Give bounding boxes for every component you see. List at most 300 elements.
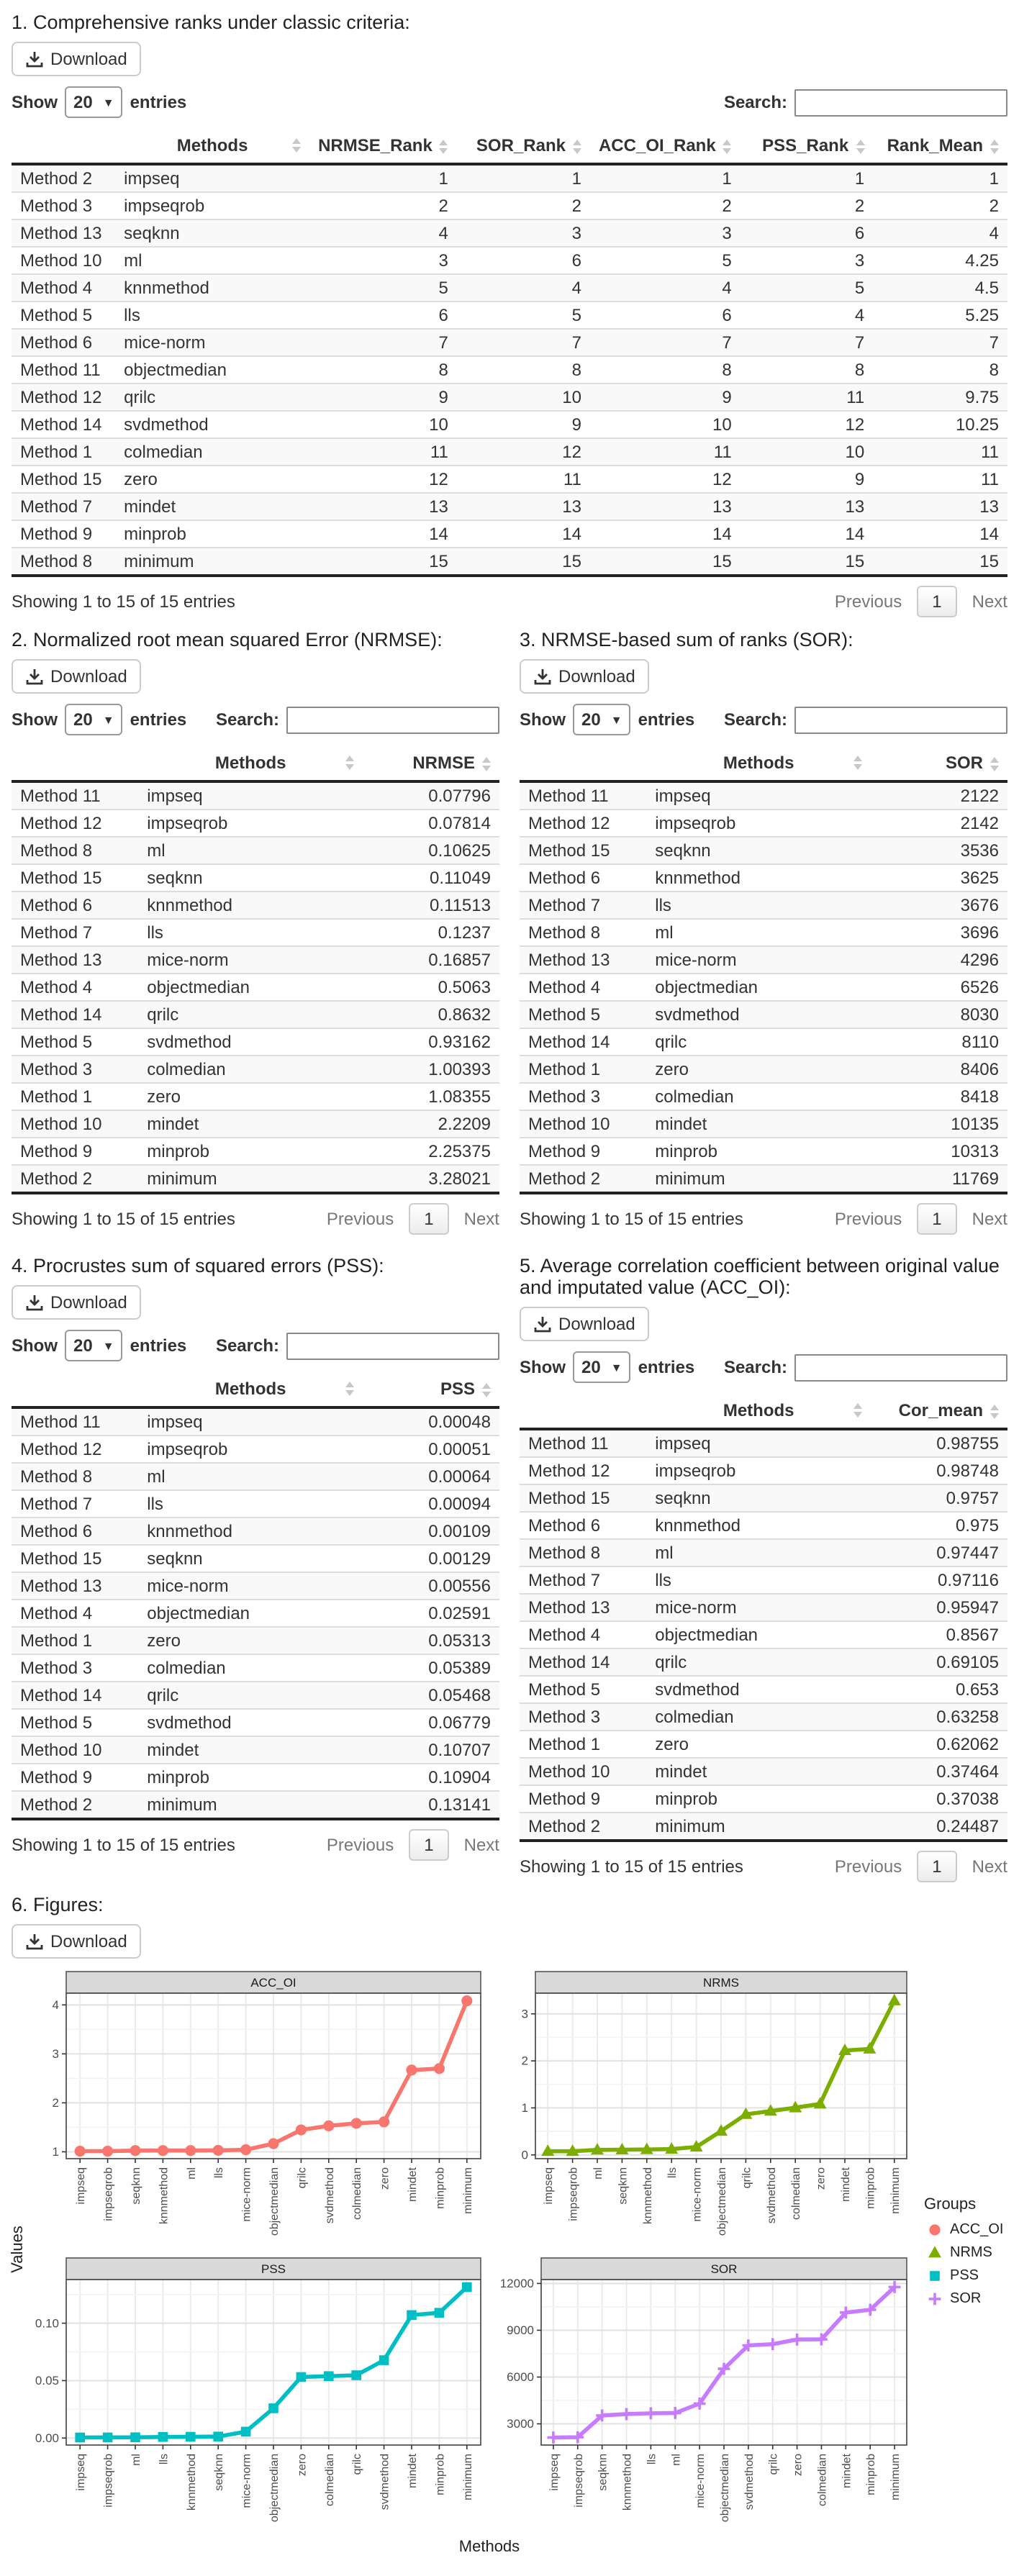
search-control: Search: xyxy=(724,706,1007,733)
cell: 10 xyxy=(741,438,874,466)
column-header-Methods[interactable]: Methods xyxy=(646,745,871,781)
cell: minimum xyxy=(138,1791,363,1819)
cell: 11 xyxy=(309,438,457,466)
table-row xyxy=(12,1682,499,1709)
cell: impseqrob xyxy=(138,1436,363,1463)
search-input[interactable] xyxy=(286,706,499,733)
sort-icon xyxy=(853,756,862,770)
cell: Method 10 xyxy=(12,1110,138,1138)
cell: 14 xyxy=(309,520,457,548)
page-length-select[interactable]: 20 ▼ xyxy=(573,1351,631,1383)
column-header-SOR_Rank[interactable]: SOR_Rank xyxy=(457,128,590,164)
page-length-select[interactable]: 20 ▼ xyxy=(65,704,123,735)
cell: Method 15 xyxy=(12,864,138,892)
sor-table xyxy=(520,745,1007,1194)
svg-text:colmedian: colmedian xyxy=(323,2454,336,2506)
pagination xyxy=(835,586,1007,617)
cell: 0.13141 xyxy=(363,1791,499,1819)
svg-text:0.05: 0.05 xyxy=(35,2374,59,2388)
cell: Method 12 xyxy=(12,1436,138,1463)
svg-text:svdmethod: svdmethod xyxy=(323,2167,336,2224)
table-controls xyxy=(520,704,1007,735)
cell: 2 xyxy=(741,192,874,219)
search-input[interactable] xyxy=(794,89,1007,116)
table-row xyxy=(12,1001,499,1028)
cell: Method 10 xyxy=(520,1110,646,1138)
column-header-Rank_Mean[interactable]: Rank_Mean xyxy=(873,128,1007,164)
cell: 0.9757 xyxy=(871,1484,1007,1512)
cell: 5 xyxy=(309,274,457,301)
svg-text:0.00: 0.00 xyxy=(35,2431,59,2445)
svg-text:colmedian: colmedian xyxy=(816,2454,829,2506)
cell: 3625 xyxy=(871,864,1007,892)
showing-entries-text: Showing 1 to 15 of 15 entries xyxy=(12,1209,235,1229)
cell: colmedian xyxy=(138,1654,363,1682)
sort-icon xyxy=(482,757,491,771)
table-row xyxy=(12,466,1007,493)
table-row xyxy=(12,1463,499,1490)
table-row xyxy=(520,809,1007,837)
cell: 2 xyxy=(457,192,590,219)
svg-text:1: 1 xyxy=(521,2101,528,2115)
table-row xyxy=(520,837,1007,864)
svg-text:3: 3 xyxy=(521,2007,528,2021)
column-header-PSS_Rank[interactable]: PSS_Rank xyxy=(741,128,874,164)
row-sections-4-5 xyxy=(12,1252,1007,1891)
cell: 8 xyxy=(741,356,874,384)
table-controls xyxy=(12,1330,499,1361)
cell: objectmedian xyxy=(646,974,871,1001)
section-acc-title: 5. Average correlation coefficient between original value and imputated value (ACC_OI): xyxy=(520,1255,1000,1298)
section-pss-title: 4. Procrustes sum of squared errors (PSS): xyxy=(12,1255,384,1276)
cell: zero xyxy=(115,466,309,493)
sort-icon xyxy=(292,138,301,153)
cell: 0.98755 xyxy=(871,1429,1007,1457)
pagination xyxy=(327,1203,499,1235)
table-row xyxy=(520,892,1007,919)
svg-text:seqknn: seqknn xyxy=(597,2454,610,2491)
cell: objectmedian xyxy=(138,1600,363,1627)
cell: Method 10 xyxy=(520,1758,646,1785)
cell: 0.1237 xyxy=(363,919,499,946)
page-length-select[interactable]: 20 ▼ xyxy=(65,86,123,118)
svg-text:qrilc: qrilc xyxy=(741,2167,753,2189)
table-row xyxy=(12,1110,499,1138)
cell: knnmethod xyxy=(115,274,309,301)
column-header xyxy=(12,128,115,164)
column-header-SOR[interactable]: SOR xyxy=(871,745,1007,781)
cell: qrilc xyxy=(138,1682,363,1709)
table-row xyxy=(520,1813,1007,1841)
page-1-button[interactable]: 1 xyxy=(916,1203,957,1235)
svg-text:seqknn: seqknn xyxy=(617,2167,630,2205)
search-control: Search: xyxy=(724,1353,1007,1381)
y-axis-label: Values xyxy=(9,2225,27,2273)
next-button[interactable]: Next xyxy=(972,1209,1007,1229)
cell: Method 4 xyxy=(520,974,646,1001)
figure-panel-pss xyxy=(29,2258,492,2536)
column-header-Methods[interactable]: Methods xyxy=(138,745,363,781)
cell: Method 1 xyxy=(12,438,115,466)
row-sections-2-3 xyxy=(12,626,1007,1243)
download-button[interactable]: Download xyxy=(520,1307,650,1341)
table-row xyxy=(520,1594,1007,1621)
cell: 0.95947 xyxy=(871,1594,1007,1621)
download-button[interactable]: Download xyxy=(520,659,650,694)
previous-button[interactable]: Previous xyxy=(834,1209,902,1229)
svg-text:mice-norm: mice-norm xyxy=(240,2454,253,2508)
cell: 6 xyxy=(741,219,874,247)
cell: 1.00393 xyxy=(363,1056,499,1083)
cell: impseqrob xyxy=(646,1457,871,1484)
cell: Method 9 xyxy=(520,1138,646,1165)
cell: colmedian xyxy=(646,1703,871,1731)
cell: Method 8 xyxy=(520,919,646,946)
acc-table xyxy=(520,1393,1007,1842)
table-row xyxy=(12,1736,499,1764)
cell: 9 xyxy=(590,384,741,411)
svg-text:svdmethod: svdmethod xyxy=(765,2167,778,2224)
table-row xyxy=(12,1490,499,1518)
section-acc xyxy=(520,1252,1007,1885)
cell: 0.00064 xyxy=(363,1463,499,1490)
cell: 0.00129 xyxy=(363,1545,499,1572)
cell: 3696 xyxy=(871,919,1007,946)
svg-text:impseq: impseq xyxy=(75,2167,88,2205)
cell: qrilc xyxy=(115,384,309,411)
svg-text:2: 2 xyxy=(521,2054,528,2068)
cell: Method 7 xyxy=(12,919,138,946)
cell: 0.10904 xyxy=(363,1764,499,1791)
cell: Method 6 xyxy=(12,329,115,356)
download-icon xyxy=(26,1294,43,1311)
cell: 0.05468 xyxy=(363,1682,499,1709)
table-footer xyxy=(12,586,1007,617)
cell: 12 xyxy=(741,411,874,438)
next-button[interactable]: Next xyxy=(972,1856,1007,1877)
svg-text:objectmedian: objectmedian xyxy=(716,2167,728,2236)
cell: 4 xyxy=(457,274,590,301)
svg-text:seqknn: seqknn xyxy=(130,2167,142,2205)
cell: 0.00109 xyxy=(363,1518,499,1545)
cell: Method 11 xyxy=(520,1429,646,1457)
cell: 11 xyxy=(873,438,1007,466)
cell: Method 7 xyxy=(12,493,115,520)
svg-text:impseqrob: impseqrob xyxy=(572,2454,585,2508)
svg-text:colmedian: colmedian xyxy=(790,2167,803,2220)
table-footer xyxy=(12,1203,499,1235)
table-row xyxy=(520,781,1007,809)
cell: mice-norm xyxy=(646,1594,871,1621)
svg-text:objectmedian: objectmedian xyxy=(719,2454,731,2523)
svg-text:qrilc: qrilc xyxy=(296,2167,309,2189)
table-row xyxy=(520,1457,1007,1484)
svg-text:minprob: minprob xyxy=(434,2167,447,2209)
cell: minimum xyxy=(646,1813,871,1841)
cell: 0.07814 xyxy=(363,809,499,837)
cell: 0.8632 xyxy=(363,1001,499,1028)
svg-text:lls: lls xyxy=(158,2454,171,2465)
search-control: Search: xyxy=(216,1332,499,1359)
table-row xyxy=(520,1083,1007,1110)
ranks-table xyxy=(12,128,1007,577)
table-row xyxy=(520,946,1007,974)
column-header-NRMSE_Rank[interactable]: NRMSE_Rank xyxy=(309,128,457,164)
cell: mindet xyxy=(115,493,309,520)
sort-icon xyxy=(990,1405,999,1419)
page-length-control: Show 20 ▼ entries xyxy=(520,704,694,735)
table-row xyxy=(12,1056,499,1083)
table-row xyxy=(520,1676,1007,1703)
cell: 0.16857 xyxy=(363,946,499,974)
cell: objectmedian xyxy=(138,974,363,1001)
cell: 3 xyxy=(741,247,874,274)
section-figures-title: 6. Figures: xyxy=(12,1894,104,1915)
x-axis-label: Methods xyxy=(458,2539,520,2556)
svg-text:knnmethod: knnmethod xyxy=(641,2167,654,2225)
cell: 10.25 xyxy=(873,411,1007,438)
svg-text:impseq: impseq xyxy=(548,2454,561,2491)
download-button[interactable]: Download xyxy=(12,659,142,694)
cell: Method 9 xyxy=(12,1764,138,1791)
cell: Method 6 xyxy=(520,1512,646,1539)
table-row xyxy=(12,411,1007,438)
page-length-control: Show 20 ▼ entries xyxy=(12,1330,186,1361)
next-button[interactable]: Next xyxy=(463,1835,499,1855)
previous-button[interactable]: Previous xyxy=(834,591,902,612)
table-row xyxy=(520,864,1007,892)
sort-icon xyxy=(990,140,999,154)
cell: Method 5 xyxy=(12,301,115,329)
cell: objectmedian xyxy=(646,1621,871,1648)
legend-entry-NRMS: NRMS xyxy=(924,2242,1019,2264)
cell: 8 xyxy=(309,356,457,384)
svg-text:impseqrob: impseqrob xyxy=(102,2454,115,2508)
page-length-control: Show 20 ▼ entries xyxy=(12,704,186,735)
svg-text:PSS: PSS xyxy=(261,2262,286,2276)
previous-button[interactable]: Previous xyxy=(326,1835,394,1855)
svg-text:NRMS: NRMS xyxy=(702,1976,740,1990)
cell: Method 1 xyxy=(520,1731,646,1758)
column-header-NRMSE[interactable]: NRMSE xyxy=(363,745,499,781)
column-header-Cor_mean[interactable]: Cor_mean xyxy=(871,1393,1007,1429)
cell: colmedian xyxy=(115,438,309,466)
section-nrmse-title: 2. Normalized root mean squared Error (NRMSE): xyxy=(12,629,443,650)
column-header-PSS[interactable]: PSS xyxy=(363,1371,499,1407)
download-button[interactable]: Download xyxy=(12,42,142,76)
page-1-button[interactable]: 1 xyxy=(408,1829,449,1861)
cell: Method 11 xyxy=(520,781,646,809)
svg-text:0.10: 0.10 xyxy=(35,2316,59,2331)
svg-text:zero: zero xyxy=(296,2454,309,2477)
svg-text:9000: 9000 xyxy=(507,2323,534,2338)
cell: 1 xyxy=(309,164,457,192)
cell: Method 10 xyxy=(12,1736,138,1764)
cell: 0.07796 xyxy=(363,781,499,809)
cell: 2142 xyxy=(871,809,1007,837)
cell: Method 13 xyxy=(520,946,646,974)
table-row xyxy=(520,1539,1007,1566)
page-1-button[interactable]: 1 xyxy=(916,1851,957,1882)
caret-down-icon: ▼ xyxy=(102,96,114,109)
sort-icon xyxy=(856,140,864,154)
search-input[interactable] xyxy=(794,706,1007,733)
table-row xyxy=(12,164,1007,192)
cell: 1 xyxy=(590,164,741,192)
cell: mice-norm xyxy=(115,329,309,356)
cell: 5 xyxy=(741,274,874,301)
cell: impseq xyxy=(138,781,363,809)
cell: Method 4 xyxy=(12,974,138,1001)
cell: 1 xyxy=(873,164,1007,192)
sort-icon xyxy=(345,1382,354,1396)
svg-text:6000: 6000 xyxy=(507,2370,534,2385)
page-1-button[interactable]: 1 xyxy=(916,586,957,617)
cell: 2 xyxy=(309,192,457,219)
cell: Method 10 xyxy=(12,247,115,274)
download-icon xyxy=(534,1315,551,1333)
cell: 6 xyxy=(590,301,741,329)
cell: Method 3 xyxy=(12,1654,138,1682)
column-header xyxy=(12,1371,138,1407)
cell: 0.00051 xyxy=(363,1436,499,1463)
table-row xyxy=(12,1545,499,1572)
cell: 10 xyxy=(590,411,741,438)
svg-text:ACC_OI: ACC_OI xyxy=(250,1976,296,1990)
cell: 11 xyxy=(741,384,874,411)
svg-text:minimum: minimum xyxy=(889,2454,902,2500)
cell: zero xyxy=(138,1627,363,1654)
cell: Method 12 xyxy=(520,1457,646,1484)
column-header-Methods[interactable]: Methods xyxy=(646,1393,871,1429)
cell: Method 15 xyxy=(520,837,646,864)
table-row xyxy=(12,1791,499,1819)
cell: 4 xyxy=(590,274,741,301)
figure-legend xyxy=(918,2196,1019,2311)
caret-down-icon: ▼ xyxy=(610,713,622,726)
figure-panel-nrms xyxy=(492,1972,918,2249)
cell: Method 3 xyxy=(520,1083,646,1110)
cell: 0.11513 xyxy=(363,892,499,919)
page-1-button[interactable]: 1 xyxy=(408,1203,449,1235)
table-row xyxy=(12,219,1007,247)
legend-title: Groups xyxy=(924,2196,977,2213)
cell: Method 3 xyxy=(12,1056,138,1083)
search-input[interactable] xyxy=(286,1332,499,1359)
cell: 0.69105 xyxy=(871,1648,1007,1676)
table-row xyxy=(12,919,499,946)
svg-text:zero: zero xyxy=(815,2167,828,2190)
previous-button[interactable]: Previous xyxy=(834,1856,902,1877)
table-row xyxy=(12,192,1007,219)
table-row xyxy=(520,1110,1007,1138)
cell: 10 xyxy=(457,384,590,411)
cell: 2 xyxy=(590,192,741,219)
cell: minprob xyxy=(138,1764,363,1791)
legend-entry-PSS: PSS xyxy=(924,2265,1019,2287)
cell: 5.25 xyxy=(873,301,1007,329)
previous-button[interactable]: Previous xyxy=(326,1209,394,1229)
table-row xyxy=(520,1028,1007,1056)
pss-table xyxy=(12,1371,499,1820)
cell: lls xyxy=(138,919,363,946)
cell: 0.00048 xyxy=(363,1407,499,1436)
cell: 13 xyxy=(309,493,457,520)
svg-text:mice-norm: mice-norm xyxy=(694,2454,707,2508)
cell: 8110 xyxy=(871,1028,1007,1056)
table-controls xyxy=(12,86,1007,118)
table-row xyxy=(520,1165,1007,1193)
cell: seqknn xyxy=(138,864,363,892)
download-button[interactable]: Download xyxy=(12,1924,142,1959)
next-button[interactable]: Next xyxy=(972,591,1007,612)
svg-text:qrilc: qrilc xyxy=(767,2454,780,2475)
svg-text:lls: lls xyxy=(213,2167,226,2179)
cell: Method 11 xyxy=(12,356,115,384)
cell: zero xyxy=(138,1083,363,1110)
cell: 0.653 xyxy=(871,1676,1007,1703)
table-row xyxy=(12,1407,499,1436)
cell: 9.75 xyxy=(873,384,1007,411)
figure-panel-acc-oi xyxy=(29,1972,492,2249)
column-header-ACC_OI_Rank[interactable]: ACC_OI_Rank xyxy=(590,128,741,164)
cell: ml xyxy=(138,837,363,864)
cell: 0.97447 xyxy=(871,1539,1007,1566)
download-icon xyxy=(26,1933,43,1950)
table-row xyxy=(520,1731,1007,1758)
column-header-Methods[interactable]: Methods xyxy=(115,128,309,164)
section-nrmse xyxy=(12,626,499,1238)
cell: Method 2 xyxy=(12,164,115,192)
cell: 0.05313 xyxy=(363,1627,499,1654)
table-footer xyxy=(520,1203,1007,1235)
table-row xyxy=(12,1028,499,1056)
cell: 3 xyxy=(309,247,457,274)
page-length-select[interactable]: 20 ▼ xyxy=(65,1330,123,1361)
column-header-Methods[interactable]: Methods xyxy=(138,1371,363,1407)
sort-icon xyxy=(723,140,732,154)
cell: mice-norm xyxy=(138,946,363,974)
cell: knnmethod xyxy=(646,864,871,892)
cell: mice-norm xyxy=(646,946,871,974)
svg-text:impseqrob: impseqrob xyxy=(102,2167,115,2221)
table-row xyxy=(12,548,1007,576)
cell: 0.37038 xyxy=(871,1785,1007,1813)
cell: svdmethod xyxy=(115,411,309,438)
table-row xyxy=(12,329,1007,356)
svg-text:minprob: minprob xyxy=(865,2454,878,2495)
cell: zero xyxy=(646,1056,871,1083)
cell: 0.11049 xyxy=(363,864,499,892)
table-row xyxy=(12,946,499,974)
page-length-select[interactable]: 20 ▼ xyxy=(573,704,631,735)
download-button[interactable]: Download xyxy=(12,1285,142,1320)
cell: minprob xyxy=(115,520,309,548)
svg-text:minprob: minprob xyxy=(864,2167,877,2209)
caret-down-icon: ▼ xyxy=(102,713,114,726)
cell: lls xyxy=(646,892,871,919)
cell: 15 xyxy=(741,548,874,576)
cell: impseqrob xyxy=(138,809,363,837)
table-row xyxy=(12,1138,499,1165)
download-icon xyxy=(26,50,43,68)
cell: Method 8 xyxy=(520,1539,646,1566)
search-input[interactable] xyxy=(794,1353,1007,1381)
cell: Method 6 xyxy=(520,864,646,892)
next-button[interactable]: Next xyxy=(463,1209,499,1229)
table-row xyxy=(520,1001,1007,1028)
page-length-control: Show 20 ▼ entries xyxy=(520,1351,694,1383)
